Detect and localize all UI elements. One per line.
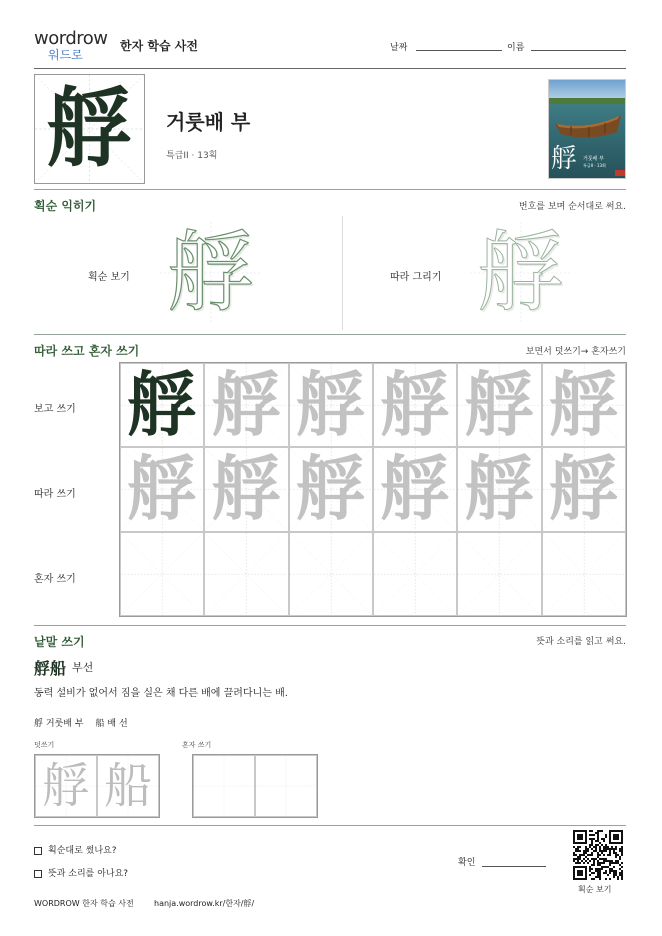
word-trace-character: 艀	[41, 758, 90, 814]
row-label-trace: 따라 쓰기	[34, 489, 76, 500]
word-cell[interactable]	[97, 755, 159, 817]
stroke-trace-glyph: 艀	[476, 221, 565, 324]
thumbnail-caption: 거룻배 부	[583, 156, 604, 162]
practice-cell[interactable]	[373, 532, 457, 616]
breakdown-item: 艀 거룻배 부	[34, 719, 84, 729]
practice-cell[interactable]	[120, 532, 204, 616]
thumbnail-subcaption: 특급II · 13획	[583, 163, 606, 168]
stroke-section-note: 번호를 보며 순서대로 써요.	[518, 202, 626, 212]
breakdown-item: 船 배 선	[95, 719, 128, 729]
word-cell[interactable]	[255, 755, 317, 817]
checklist-item-1[interactable]: 획순대로 썼나요?	[34, 843, 117, 856]
practice-cell[interactable]	[204, 447, 288, 531]
brand-logo	[34, 30, 114, 66]
trace-character: 艀	[464, 363, 535, 447]
word-cell[interactable]	[193, 755, 255, 817]
checkbox[interactable]	[34, 870, 42, 878]
trace-character: 艀	[295, 363, 366, 447]
qr-code-image	[573, 830, 623, 880]
header-divider	[34, 68, 626, 69]
trace-character: 艀	[127, 447, 198, 531]
practice-cell[interactable]	[120, 363, 204, 447]
practice-cell[interactable]	[457, 532, 541, 616]
word-alone-boxes	[192, 754, 318, 818]
logo-wordmark: wordrow	[34, 28, 108, 49]
character-picture	[548, 79, 626, 179]
main-character: 艀	[46, 78, 133, 179]
qr-caption: 획순 보기	[578, 885, 612, 894]
stroke-trace-area[interactable]	[470, 222, 572, 324]
row-label-alone: 혼자 쓰기	[34, 574, 76, 585]
trace-character: 艀	[548, 363, 619, 447]
word-trace-character: 船	[103, 758, 152, 814]
practice-cell[interactable]	[204, 363, 288, 447]
word-cell[interactable]	[35, 755, 97, 817]
logo-korean: 워드로	[48, 48, 83, 62]
word-trace-label: 덧쓰기	[34, 741, 55, 749]
word-trace-boxes	[34, 754, 160, 818]
trace-character: 艀	[211, 363, 282, 447]
stroke-order-glyph: 艀	[166, 221, 255, 324]
character-info: 특급II · 13획	[166, 151, 218, 161]
practice-cell[interactable]	[373, 447, 457, 531]
word-section-title: 낱말 쓰기	[34, 635, 85, 649]
model-character: 艀	[127, 363, 198, 447]
trace-character: 艀	[464, 447, 535, 531]
date-label: 날짜	[390, 43, 408, 53]
practice-cell[interactable]	[289, 447, 373, 531]
footer-brand: WORDROW 한자 학습 사전	[34, 899, 134, 908]
trace-character: 艀	[548, 447, 619, 531]
confirm-label: 확인	[458, 858, 476, 868]
name-label: 이름	[507, 43, 525, 53]
trace-character: 艀	[380, 447, 451, 531]
confirm-field[interactable]	[482, 866, 546, 867]
row-label-view: 보고 쓰기	[34, 404, 76, 415]
brand-title: 한자 학습 사전	[120, 39, 198, 53]
date-field[interactable]	[416, 50, 502, 51]
practice-cell[interactable]	[289, 532, 373, 616]
practice-section-note: 보면서 덧쓰기→ 혼자쓰기	[525, 347, 626, 357]
practice-cell[interactable]	[120, 447, 204, 531]
practice-cell[interactable]	[542, 532, 626, 616]
practice-cell[interactable]	[373, 363, 457, 447]
word-definition: 동력 설비가 없어서 짐을 실은 채 다른 배에 끌려다니는 배.	[34, 688, 288, 699]
qr-code[interactable]	[573, 830, 623, 880]
thumbnail-glyph: 艀	[551, 144, 578, 174]
footer-url[interactable]: hanja.wordrow.kr/한자/艀/	[154, 899, 255, 908]
stroke-order-view[interactable]	[160, 222, 262, 324]
character-meaning: 거룻배 부	[166, 110, 251, 134]
trace-character: 艀	[295, 447, 366, 531]
word-reading: 부선	[72, 661, 94, 674]
practice-cell[interactable]	[457, 447, 541, 531]
stroke-trace-label: 따라 그리기	[390, 272, 442, 283]
name-field[interactable]	[531, 50, 626, 51]
stroke-view-label: 획순 보기	[88, 272, 130, 283]
practice-cell[interactable]	[542, 363, 626, 447]
word-alone-label: 혼자 쓰기	[182, 741, 212, 749]
divider-4	[34, 825, 626, 826]
practice-cell[interactable]	[542, 447, 626, 531]
practice-cell[interactable]	[204, 532, 288, 616]
practice-cell[interactable]	[457, 363, 541, 447]
checkbox[interactable]	[34, 847, 42, 855]
practice-cell[interactable]	[289, 363, 373, 447]
divider-3	[34, 625, 626, 626]
stroke-section-title: 획순 익히기	[34, 199, 97, 213]
word-section-note: 뜻과 소리를 읽고 써요.	[536, 637, 626, 647]
section-split	[342, 216, 343, 330]
checklist-item-2[interactable]: 뜻과 소리를 아나요?	[34, 866, 128, 879]
trace-character: 艀	[380, 363, 451, 447]
word-breakdown	[34, 716, 128, 729]
divider-2	[34, 334, 626, 335]
divider-1	[34, 189, 626, 190]
practice-grid	[119, 362, 627, 617]
practice-section-title: 따라 쓰고 혼자 쓰기	[34, 344, 140, 358]
word-hanja: 艀船	[34, 659, 67, 678]
main-character-box	[34, 74, 145, 184]
trace-character: 艀	[211, 447, 282, 531]
